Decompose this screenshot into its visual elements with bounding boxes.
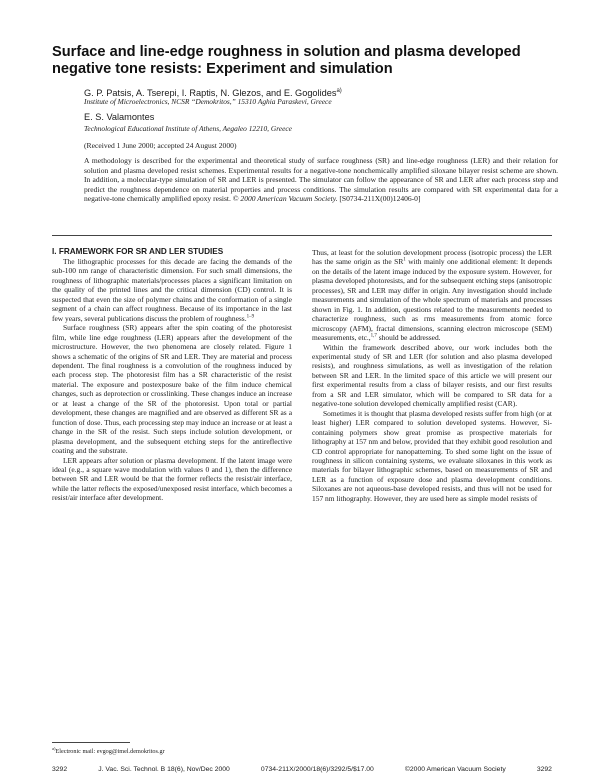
left-paragraph-3: LER appears after solution or plasma development. If the latent image were ideal (e.g., a square wave modulation with values 0 and 1), then the difference between SR and LER would be that the former reflects the resist/air interface, while the latter reflects the exposed/unexposed resist interface, which becomes a resist/air interface after development. [52,455,292,503]
right-column [312,248,552,503]
footnote-divider [52,742,130,743]
footnote [52,745,165,755]
right-paragraph-1: Thus, at least for the solution development process (isotropic process) the LER has the same origin as the $SR^1$ with mainly one additional element: It depends on the details of the latent image induced by the exposure system. However, for plasma developed photoresists, and for the subsequent etching steps (anisotropic processes), SR and LER may differ in origin. Any investigation should include measurements and simulation of the whole spectrum of materials and processes shown in Fig. 1. In addition, questions related to the measurements needed to characterize roughness, such as rms measurements from atomic force microscopy (AFM), fractal dimensions, scanning electron microscope (SEM) measurements, etc.,$^{1,7}$ should be addressed. [312,248,552,343]
footer-journal: J. Vac. Sci. Technol. B 18(6), Nov/Dec 2000 [98,766,230,773]
affiliation-1: Institute of Microelectronics, NCSR “Demokritos,” 15310 Aghia Paraskevi, Greece [84,97,332,106]
left-column [52,247,292,503]
footer-page-right: 3292 [536,766,552,773]
abstract [84,156,558,204]
section-heading: I. FRAMEWORK FOR SR AND LER STUDIES [52,247,224,256]
footnote-mark: a) [52,746,56,751]
footer-society: ©2000 American Vacuum Society [404,766,506,773]
affiliation-2: Technological Educational Institute of Athens, Aegaleo 12210, Greece [84,124,292,133]
left-paragraph-1: The lithographic processes for this decade are facing the demands of the sub-100 nm range of characteristic dimension. For such small dimensions, the roughness of lithographic materials/processes places a significant limitation on the quality of the printed lines and the critical dimension (CD) control. It is suspected that even the size of polymer chains and the conformation of a single segment of a chain can affect roughness. Because of its importance in the last few years, several publications discuss the problem of roughness.$^{1-9}$ [52,257,292,323]
right-paragraph-2: Within the framework described above, our work includes both the experimental study of SR and LER (for solution and also plasma developed resists), and roughness simulations, as well as investigation of the relation between SR and LER. In the limited space of this article we will present our first experimental results from a class of bilayer resists, and our first results from a SR and LER simulator, which will be compared to SR data for a negative-tone solution developed chemically amplified resist (CAR). [312,342,552,409]
paper-title: Surface and line-edge roughness in solution and plasma developed negative tone resists: Experiment and simulation [52,44,521,77]
author-footnote-mark: a) [336,88,342,94]
citation-sup: 1–9 [246,314,255,320]
section-divider [52,235,552,236]
citation-sup: 1,7 [370,333,377,339]
footer-code: 0734-211X/2000/18(6)/3292/5/$17.00 [260,766,374,773]
received-dates: (Received 1 June 2000; accepted 24 August 2000) [84,141,237,150]
right-paragraph-3: Sometimes it is thought that plasma developed resists suffer from high (or at least higher) LER compared to solution developed systems. However, Si-containing polymers show great promise as prospective materials for lithography at 157 nm and below, provided that they exhibit good resolution and CD control appropriate for nanopatterning. To shed some light on the issue of roughness in silicon containing systems, we evaluate siloxanes in this work as materials for bilayer lithographic schemes, based on measurements of SR and LER as a function of exposure dose and plasma development conditions. Siloxanes are not aqueous-base developed resists, and thus will not be used for 157 nm lithography. However, they are used here as simple model resists of [312,408,552,503]
footnote-text: Electronic mail: evgog@imel.demokritos.gr [55,748,165,756]
page-footer [52,766,552,774]
abstract-copyright: © 2000 American Vacuum Society. [232,194,338,204]
citation-sup: 1 [403,257,406,263]
footer-page-left: 3292 [52,766,68,773]
authors-group-1: G. P. Patsis, A. Tserepi, I. Raptis, N. Glezos, and E. Gogolides [84,88,337,99]
abstract-text: A methodology is described for the experimental and theoretical study of surface roughness (SR) and line-edge roughness (LER) and their relation for solution and plasma developed resist schemes. Experimental results for a negative-tone nonchemically amplified siloxane bilayer resist scheme are shown. In addition, a molecular-type simulation of SR and LER is presented. The simulator can follow the appearance of SR and LER after each process step and predict the roughness dependence on material properties and process conditions. The simulation results are compared with SR experimental data for a negative-tone chemically amplified epoxy resist. [84,156,558,204]
left-paragraph-2: Surface roughness (SR) appears after the spin coating of the photoresist film, while line edge roughness (LER) appears after the development of the microstructure. However, the two phenomena are closely related. Figure 1 shows a schematic of the origins of SR and LER. They are material and process dependent. The final roughness is a convolution of the roughness induced by each process step. The photoresist film has a SR characteristic of the resist material. The exposure and postexposure bake of the film induce chemical changes, such as deprotection or crosslinking. These changes induce an increase or at least a change of the SR of the photoresist. Upon total or partial development, these changes are magnified and are observed as different SR as a function of dose. Thus, each processing step may induce an increase or at least a change in the SR of the resist. Such steps include solution development, or plasma development, and the subsequent etching steps for the antireflective coating and the substrate. [52,323,292,456]
authors-group-2: E. S. Valamontes [84,112,155,122]
abstract-code: [S0734-211X(00)12406-0] [339,194,421,204]
